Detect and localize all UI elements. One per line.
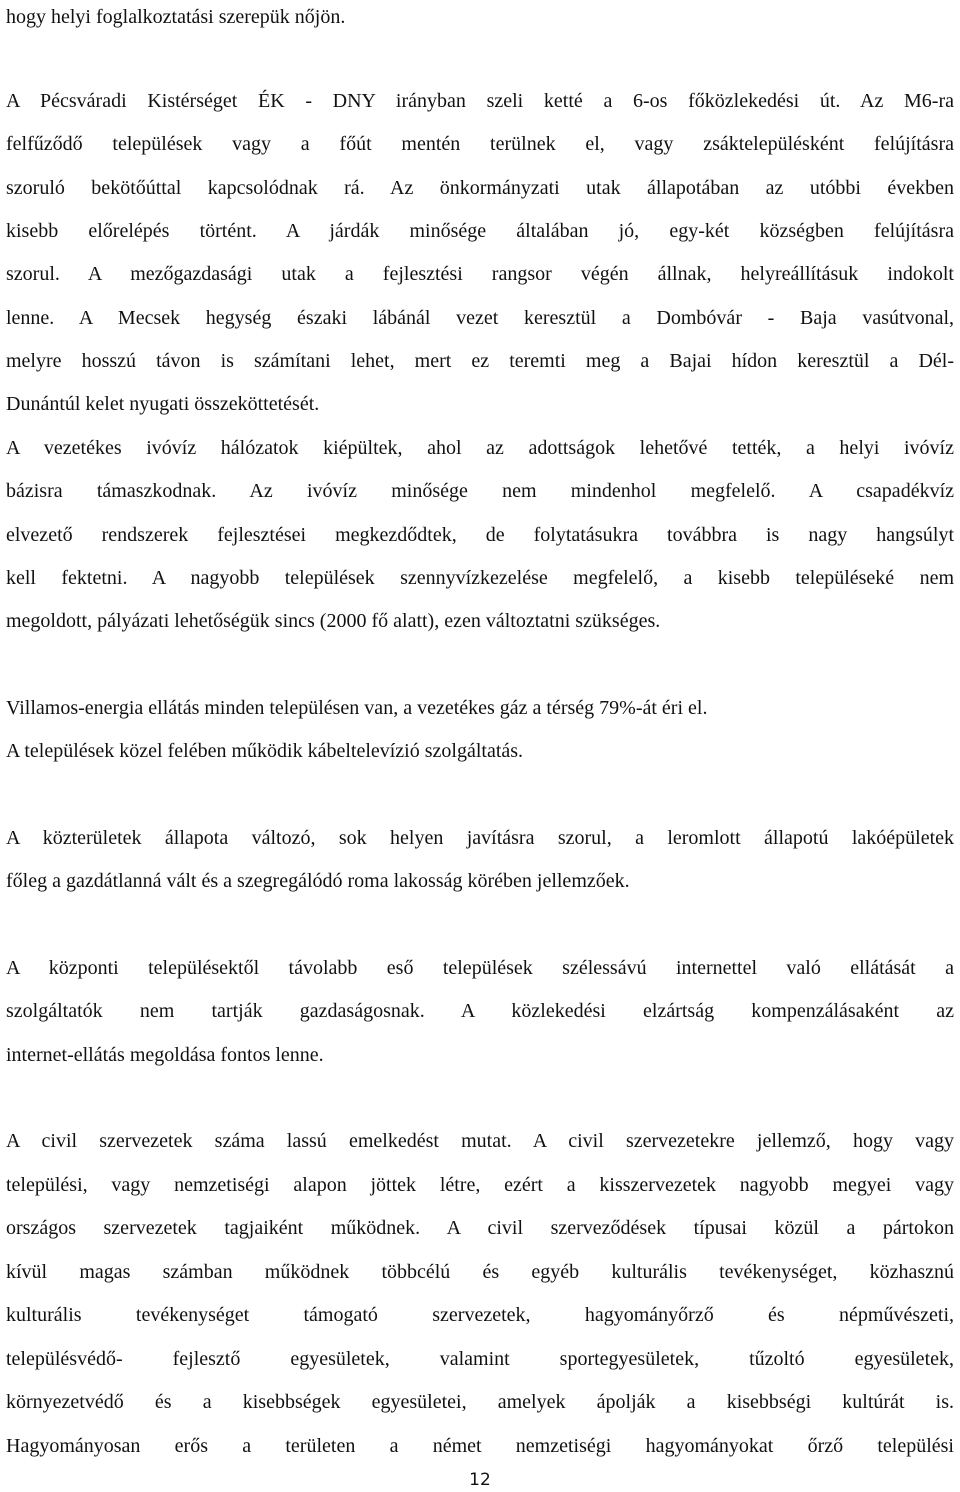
text-line: internet-ellátás megoldása fontos lenne. (6, 1044, 324, 1066)
text-line: településvédő- fejlesztő egyesületek, valamint sportegyesületek, tűzoltó egyesületek, (6, 1348, 954, 1370)
text-line: A települések közel felében működik kábeltelevízió szolgáltatás. (6, 740, 524, 762)
text-line: kisebb előrelépés történt. A járdák minősége általában jó, egy-két községben felújításra (6, 220, 954, 242)
text-line: A közterületek állapota változó, sok helyen javításra szorul, a leromlott állapotú lakóépületek (6, 827, 954, 849)
text-line: lenne. A Mecsek hegység északi lábánál vezet keresztül a Dombóvár - Baja vasútvonal, (6, 307, 954, 329)
text-line: kulturális tevékenységet támogató szervezetek, hagyományőrző és népművészeti, (6, 1304, 954, 1326)
text-line: kívül magas számban működnek többcélú és egyéb kulturális tevékenységet, közhasznú (6, 1261, 954, 1283)
text-line: szorul. A mezőgazdasági utak a fejlesztési rangsor végén állnak, helyreállításuk indokolt (6, 263, 954, 285)
text-line: megoldott, pályázati lehetőségük sincs (2000 fő alatt), ezen változtatni szükséges. (6, 610, 661, 632)
text-line: környezetvédő és a kisebbségek egyesületei, amelyek ápolják a kisebbségi kultúrát is. (6, 1391, 954, 1413)
text-line: A Pécsváradi Kistérséget ÉK - DNY irányban szeli ketté a 6-os főközlekedési út. Az M6-ra (6, 90, 954, 112)
text-line: kell fektetni. A nagyobb települések szennyvízkezelése megfelelő, a kisebb településeké nem (6, 567, 954, 589)
text-line: felfűződő települések vagy a főút mentén terülnek el, vagy zsáktelepülésként felújításra (6, 133, 954, 155)
page-number: 12 (469, 1470, 491, 1490)
text-line: A vezetékes ivóvíz hálózatok kiépültek, ahol az adottságok lehetővé tették, a helyi ivóvíz (6, 437, 954, 459)
text-line: hogy helyi foglalkoztatási szerepük nőjön. (6, 6, 346, 28)
text-line: szoruló bekötőúttal kapcsolódnak rá. Az önkormányzati utak állapotában az utóbbi években (6, 177, 954, 199)
text-line: melyre hosszú távon is számítani lehet, mert ez teremti meg a Bajai hídon keresztül a Dél- (6, 350, 954, 372)
text-line: A központi településektől távolabb eső települések szélessávú internettel való ellátását a (6, 957, 954, 979)
text-line: bázisra támaszkodnak. Az ivóvíz minősége nem mindenhol megfelelő. A csapadékvíz (6, 480, 954, 502)
text-line: Dunántúl kelet nyugati összeköttetését. (6, 393, 320, 415)
text-line: A civil szervezetek száma lassú emelkedést mutat. A civil szervezetekre jellemző, hogy vagy (6, 1130, 954, 1152)
text-line: Hagyományosan erős a területen a német nemzetiségi hagyományokat őrző települési (6, 1435, 954, 1457)
text-line: főleg a gazdátlanná vált és a szegregálódó roma lakosság körében jellemzőek. (6, 870, 630, 892)
text-line: Villamos-energia ellátás minden településen van, a vezetékes gáz a térség 79%-át éri el. (6, 697, 708, 719)
text-line: elvezető rendszerek fejlesztései megkezdődtek, de folytatásukra továbbra is nagy hangsúlyt (6, 524, 954, 546)
text-line: szolgáltatók nem tartják gazdaságosnak. A közlekedési elzártság kompenzálásaként az (6, 1000, 954, 1022)
text-line: települési, vagy nemzetiségi alapon jöttek létre, ezért a kisszervezetek nagyobb megyei vagy (6, 1174, 954, 1196)
text-line: országos szervezetek tagjaiként működnek. A civil szerveződések típusai közül a pártokon (6, 1217, 954, 1239)
